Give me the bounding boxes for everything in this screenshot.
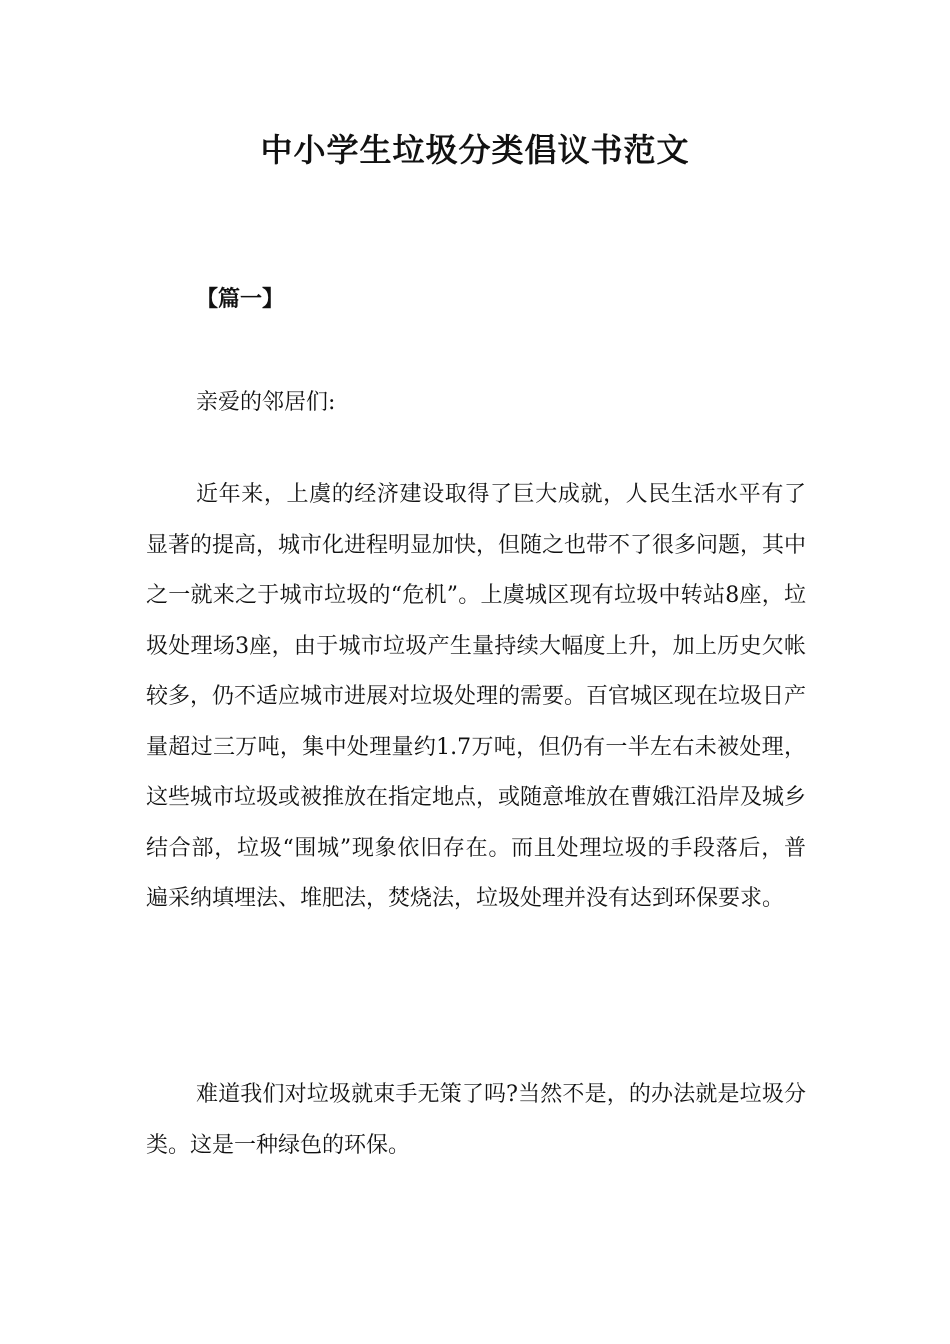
body-paragraph-2: 难道我们对垃圾就束手无策了吗?当然不是，的办法就是垃圾分类。这是一种绿色的环保。 xyxy=(146,1082,806,1158)
document-title: 中小学生垃圾分类倡议书范文 xyxy=(260,131,690,169)
section-heading: 【篇一】 xyxy=(196,287,285,312)
body-paragraph-1: 近年来，上虞的经济建设取得了巨大成就，人民生活水平有了显著的提高，城市化进程明显加快，但随之也带不了很多问题，其中之一就来之于城市垃圾的“危机”。上虞城区现有垃圾中转站8座，垃圾处理场3座，由于城市垃圾产生量持续大幅度上升，加上历史欠帐较多，仍不适应城市进展对垃圾处理的需要。百官城区现在垃圾日产量超过三万吨，集中处理量约1.7万吨，但仍有一半左右未被处理，这些城市垃圾或被推放在指定地点，或随意堆放在曹娥江沿岸及城乡结合部，垃圾“围城”现象依旧存在。而且处理垃圾的手段落后，普遍采纳填埋法、堆肥法，焚烧法，垃圾处理并没有达到环保要求。 xyxy=(146,482,807,911)
salutation: 亲爱的邻居们: xyxy=(196,390,336,415)
